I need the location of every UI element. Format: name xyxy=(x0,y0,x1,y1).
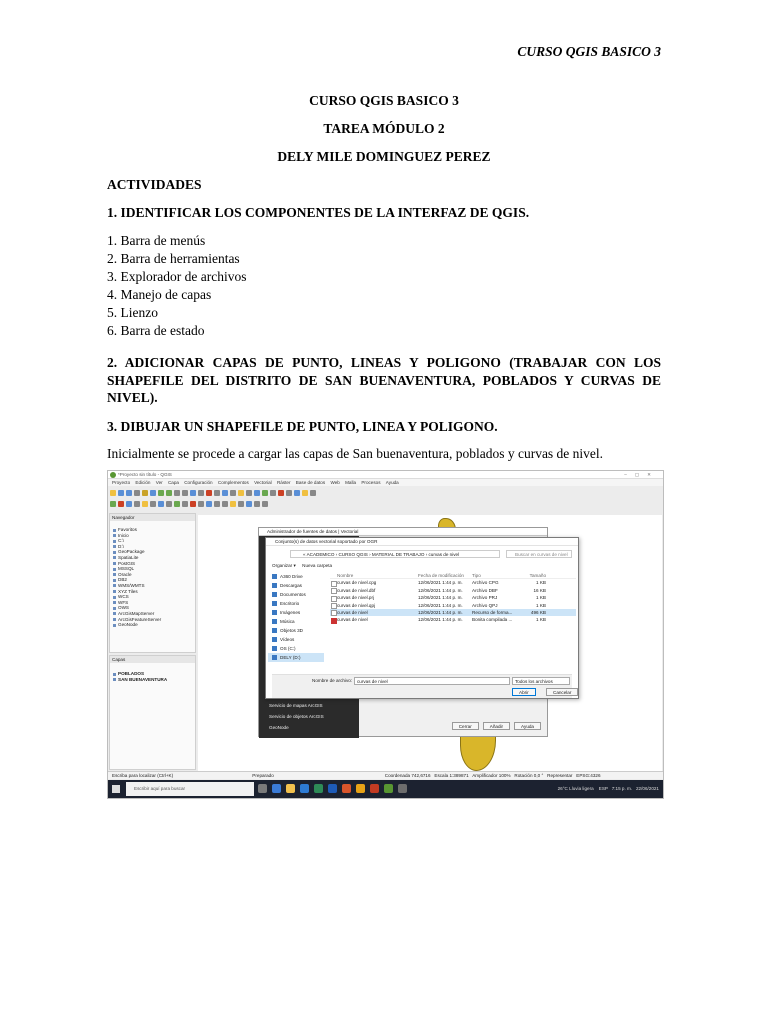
excel-icon[interactable] xyxy=(314,784,323,793)
qgis-taskbar-icon[interactable] xyxy=(384,784,393,793)
new-folder-button[interactable]: Nueva carpeta xyxy=(302,563,333,568)
file-size: 1 KB xyxy=(536,602,546,608)
nav-item[interactable]: OS (C:) xyxy=(268,644,324,653)
browser-item[interactable]: PostGIS xyxy=(110,561,195,567)
add-button[interactable]: Añadir xyxy=(483,722,510,730)
browser-item[interactable]: GeoNode xyxy=(110,622,195,628)
source-item[interactable]: Servicio de mapas ArcGIS xyxy=(269,703,323,708)
render-checkbox[interactable]: Representar xyxy=(547,773,573,778)
browser-item[interactable]: ArcGisMapServer xyxy=(110,611,195,617)
file-type: Archivo CPG xyxy=(472,580,499,586)
file-list-header xyxy=(330,572,576,579)
weather-status[interactable]: 26°C Lluvia ligera xyxy=(557,786,594,791)
browser-item[interactable]: WFS xyxy=(110,600,195,606)
assignment-title: TAREA MÓDULO 2 xyxy=(323,121,445,136)
file-size: 496 KB xyxy=(530,609,546,615)
author-name: DELY MILE DOMINGUEZ PEREZ xyxy=(277,149,491,164)
file-name: curvas de nivel.dbf xyxy=(330,587,418,594)
windows-start-icon[interactable] xyxy=(112,785,120,793)
menu-item: Edición xyxy=(135,480,151,485)
word-icon[interactable] xyxy=(328,784,337,793)
list-item: 2. Barra de herramientas xyxy=(107,251,240,266)
browser-item[interactable]: XYZ Tiles xyxy=(110,589,195,595)
file-name: curvas de nivel.qpj xyxy=(330,602,418,609)
list-item: 6. Barra de estado xyxy=(107,323,205,338)
magnifier-label: Amplificador xyxy=(472,773,498,778)
menu-item: Ráster xyxy=(276,480,291,485)
column-header[interactable]: Nombre xyxy=(337,573,354,578)
file-list xyxy=(330,572,576,668)
file-name: curvas de nivel.cpg xyxy=(330,579,418,586)
file-type: Archivo PRJ xyxy=(472,595,498,601)
course-title: CURSO QGIS BASICO 3 xyxy=(309,93,459,108)
layers-panel-title: Capas xyxy=(110,656,195,663)
list-item: 3. Explorador de archivos xyxy=(107,269,247,284)
rotation-value[interactable]: 0,0 ° xyxy=(533,773,544,778)
file-toolbar xyxy=(272,562,572,569)
nav-item[interactable]: Música xyxy=(268,617,324,626)
scale-label: Escala xyxy=(434,773,449,778)
locator-input[interactable]: Escriba para localizar (Ctrl+K) xyxy=(112,773,174,778)
open-dialog-title: Conjunto(s) de datos vectorial soportado por OGR xyxy=(266,538,578,546)
file-row[interactable] xyxy=(330,616,576,623)
file-size: 1 KB xyxy=(536,580,546,586)
file-size: 1 KB xyxy=(536,595,546,601)
file-date: 12/06/2021 1:44 p. m. xyxy=(418,617,463,623)
menu-item: Malla xyxy=(345,480,357,485)
rotation-label: Rotación xyxy=(514,773,533,778)
column-header[interactable]: Tipo xyxy=(472,573,481,578)
browser-panel xyxy=(109,513,196,653)
data-source-buttons xyxy=(452,722,541,730)
address-bar[interactable]: « ACADEMICO › CURSO QGIS › MATERIAL DE TRABAJO › curvas de nivel xyxy=(290,550,500,558)
coordinate-label: Coordenada xyxy=(384,773,411,778)
app-icon[interactable] xyxy=(398,784,407,793)
browser-tree xyxy=(110,527,195,628)
nav-item[interactable]: Escritorio xyxy=(268,599,324,608)
clock-time[interactable]: 7:15 p. m. xyxy=(611,786,633,791)
section1-heading: 1. IDENTIFICAR LOS COMPONENTES DE LA INTERFAZ DE QGIS. xyxy=(107,205,530,220)
layer-item[interactable]: POBLADOS xyxy=(110,671,195,677)
menu-item: Complementos xyxy=(217,480,249,485)
layers-tree xyxy=(110,671,195,682)
help-button[interactable]: Ayuda xyxy=(514,722,541,730)
coordinate-value[interactable]: 742,6716 xyxy=(411,773,431,778)
menu-item: Ver xyxy=(155,480,163,485)
file-date: 12/06/2021 1:44 p. m. xyxy=(418,587,463,593)
qgis-logo-icon xyxy=(110,472,116,478)
powerpoint-icon[interactable] xyxy=(342,784,351,793)
browser-item[interactable]: WCS xyxy=(110,594,195,600)
menu-item: Procesos xyxy=(361,480,381,485)
status-ready: Preparado xyxy=(252,773,274,778)
file-row[interactable] xyxy=(330,579,576,586)
file-type-filter[interactable]: Todos los archivos xyxy=(512,677,570,685)
browser-item[interactable]: D:\ xyxy=(110,544,195,550)
browser-item[interactable]: ArcGisFeatureServer xyxy=(110,617,195,623)
task-view-icon[interactable] xyxy=(258,784,267,793)
running-header: CURSO QGIS BASICO 3 xyxy=(517,44,661,59)
nav-item[interactable]: Vídeos xyxy=(268,635,324,644)
section2-heading: 2. ADICIONAR CAPAS DE PUNTO, LINEAS Y POLIGONO (TRABAJAR CON LOS SHAPEFILE DEL DISTRITO DE SAN BUENAVENTURA, POBLADOS Y CURVAS DE NIVEL). xyxy=(107,355,661,405)
nav-item[interactable]: DELY (D:) xyxy=(268,653,324,662)
file-name: curvas de nivel xyxy=(330,616,418,623)
autocad-icon[interactable] xyxy=(370,784,379,793)
file-explorer-icon[interactable] xyxy=(286,784,295,793)
file-size: 16 KB xyxy=(533,587,546,593)
store-icon[interactable] xyxy=(300,784,309,793)
column-header[interactable]: Fecha de modificación xyxy=(418,573,464,578)
qgis-menu-bar xyxy=(108,479,663,486)
browser-item[interactable]: C:\ xyxy=(110,538,195,544)
browser-item[interactable]: Oracle xyxy=(110,572,195,578)
qgis-screenshot xyxy=(107,470,664,799)
file-date: 12/06/2021 1:44 p. m. xyxy=(418,602,463,608)
browser-item[interactable]: GeoPackage xyxy=(110,549,195,555)
file-row[interactable] xyxy=(330,587,576,594)
browser-item[interactable]: DB2 xyxy=(110,577,195,583)
list-item: 5. Lienzo xyxy=(107,305,158,320)
file-type: Archivo QPJ xyxy=(472,602,498,608)
file-row[interactable] xyxy=(330,602,576,609)
organize-button[interactable]: Organizar ▾ xyxy=(272,563,296,568)
section3-paragraph: Inicialmente se procede a cargar las capas de San buenaventura, poblados y curvas de nivel. xyxy=(107,446,604,461)
qgis-toolbar-2 xyxy=(110,499,268,508)
taskbar-search[interactable]: Escribir aquí para buscar xyxy=(126,782,254,796)
edge-icon[interactable] xyxy=(272,784,281,793)
clock-date[interactable]: 22/06/2021 xyxy=(636,786,659,791)
file-size: 1 KB xyxy=(536,617,546,623)
qgis-window-title: *Proyecto sin título - QGIS xyxy=(118,472,172,477)
file-name: curvas de nivel.prj xyxy=(330,594,418,601)
file-name: curvas de nivel xyxy=(330,609,418,616)
open-button[interactable]: Abrir xyxy=(512,688,536,696)
qgis-titlebar xyxy=(108,471,663,479)
file-row-selected[interactable] xyxy=(330,609,576,616)
menu-item: Proyecto xyxy=(112,480,131,485)
browser-item[interactable]: Favoritos xyxy=(110,527,195,533)
browser-item[interactable]: Inicio xyxy=(110,533,195,539)
browser-item[interactable]: SpatiaLite xyxy=(110,555,195,561)
menu-item: Configuración xyxy=(184,480,213,485)
filename-area xyxy=(272,674,572,698)
open-file-dialog xyxy=(265,537,579,699)
nav-item[interactable]: A360 Drive xyxy=(268,572,324,581)
chrome-icon[interactable] xyxy=(356,784,365,793)
layer-item[interactable]: SAN BUENAVENTURA xyxy=(110,677,195,683)
browser-item[interactable]: OWS xyxy=(110,605,195,611)
scale-value[interactable]: 1:389871 xyxy=(449,773,469,778)
crs-button[interactable]: EPSG:4326 xyxy=(576,773,601,778)
search-field[interactable]: Buscar en curvas de nivel xyxy=(506,550,572,558)
file-date: 12/06/2021 1:44 p. m. xyxy=(418,595,463,601)
file-type: Recurso de forma... xyxy=(472,609,513,615)
qgis-status-bar xyxy=(108,771,663,779)
window-controls: –▢✕ xyxy=(624,472,659,477)
windows-taskbar xyxy=(108,780,663,798)
source-item[interactable]: GeoNode xyxy=(269,725,289,730)
filename-input[interactable]: curvas de nivel xyxy=(354,677,510,685)
source-item[interactable]: Servicio de objetos ArcGIS xyxy=(269,714,324,719)
qgis-toolbar-1 xyxy=(110,488,316,497)
menu-item: Capa xyxy=(167,480,179,485)
filename-label: Nombre de archivo: xyxy=(312,678,353,683)
column-header[interactable]: Tamaño xyxy=(529,573,546,578)
file-row[interactable] xyxy=(330,594,576,601)
nav-pane xyxy=(268,572,324,668)
close-button[interactable]: Cerrar xyxy=(452,722,479,730)
taskbar-apps xyxy=(258,784,407,793)
cancel-button[interactable]: Cancelar xyxy=(546,688,578,696)
list-item: 1. Barra de menús xyxy=(107,233,206,248)
menu-item: Base de datos xyxy=(295,480,326,485)
activities-heading: ACTIVIDADES xyxy=(107,177,202,192)
menu-item: Ayuda xyxy=(385,480,399,485)
browser-item[interactable]: MSSQL xyxy=(110,566,195,572)
nav-item[interactable]: Descargas xyxy=(268,581,324,590)
system-tray xyxy=(558,783,659,795)
language-indicator[interactable]: ESP xyxy=(598,786,608,791)
file-type: Archivo DBF xyxy=(472,587,498,593)
section3-heading: 3. DIBUJAR UN SHAPEFILE DE PUNTO, LINEA Y POLIGONO. xyxy=(107,419,498,434)
menu-item: Web xyxy=(330,480,340,485)
file-date: 12/06/2021 1:44 p. m. xyxy=(418,580,463,586)
list-item: 4. Manejo de capas xyxy=(107,287,212,302)
browser-item[interactable]: WMS/WMTS xyxy=(110,583,195,589)
file-date: 12/06/2021 1:44 p. m. xyxy=(418,609,463,615)
magnifier-value[interactable]: 100% xyxy=(498,773,511,778)
nav-item[interactable]: Objetos 3D xyxy=(268,626,324,635)
browser-panel-title: Navegador xyxy=(110,514,195,521)
layers-panel xyxy=(109,655,196,770)
menu-item: Vectorial xyxy=(254,480,272,485)
nav-item[interactable]: Documentos xyxy=(268,590,324,599)
nav-item[interactable]: Imágenes xyxy=(268,608,324,617)
components-list xyxy=(107,232,661,340)
data-source-manager-title: Administrador de fuentes de datos | Vectorial xyxy=(259,528,547,536)
file-type: Bonita compilada ... xyxy=(472,617,513,623)
